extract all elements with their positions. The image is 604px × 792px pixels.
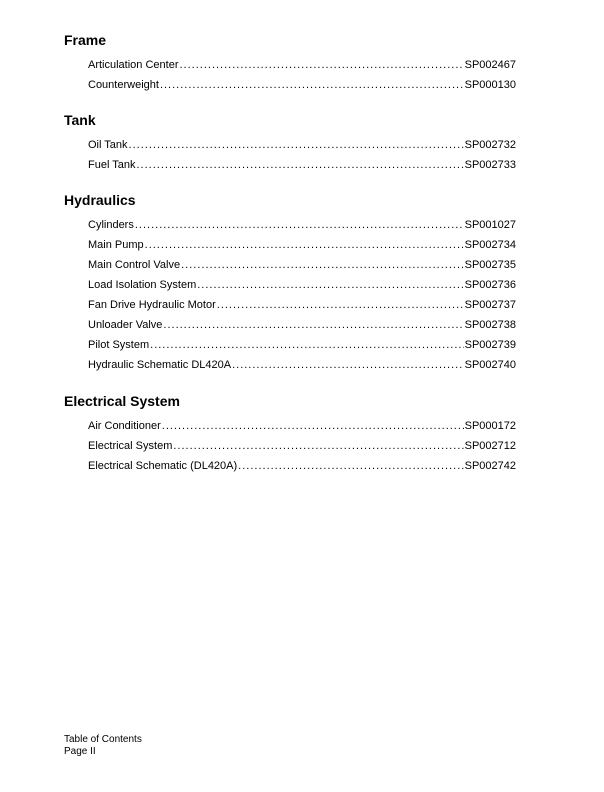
entry-title: Pilot System: [88, 339, 150, 351]
toc-entry[interactable]: [88, 456, 516, 476]
entry-title: Counterweight: [88, 79, 159, 91]
toc-entry[interactable]: [88, 255, 516, 275]
dot-leader: [181, 255, 463, 275]
footer-doc-title: Table of Contents: [64, 734, 142, 745]
toc-entry[interactable]: [88, 155, 516, 175]
entry-title: Load Isolation System: [88, 279, 197, 291]
section-title: Tank: [64, 112, 96, 128]
dot-leader: [163, 315, 463, 335]
entry-title: Electrical Schematic (DL420A): [88, 460, 238, 472]
toc-entry[interactable]: [88, 335, 516, 355]
dot-leader: [217, 295, 464, 315]
toc-section-hydraulics: [64, 191, 516, 375]
toc-entry[interactable]: [88, 215, 516, 235]
entry-title: Main Control Valve: [88, 259, 181, 271]
toc-entry[interactable]: [88, 275, 516, 295]
entry-code: SP002732: [464, 139, 516, 151]
toc-page: [64, 31, 516, 495]
toc-entry[interactable]: [88, 315, 516, 335]
dot-leader: [145, 235, 464, 255]
entry-list: [88, 416, 516, 476]
entry-code: SP002733: [464, 159, 516, 171]
entry-title: Hydraulic Schematic DL420A: [88, 359, 232, 371]
toc-entry[interactable]: [88, 416, 516, 436]
entry-code: SP002739: [464, 339, 516, 351]
dot-leader: [180, 55, 464, 75]
entry-code: SP002738: [464, 319, 516, 331]
dot-leader: [173, 436, 463, 456]
section-title: Electrical System: [64, 393, 180, 409]
dot-leader: [137, 155, 464, 175]
toc-entry[interactable]: [88, 135, 516, 155]
toc-entry[interactable]: [88, 295, 516, 315]
entry-code: SP002735: [464, 259, 516, 271]
entry-code: SP002737: [464, 299, 516, 311]
entry-code: SP002742: [464, 460, 516, 472]
toc-section-frame: [64, 31, 516, 95]
dot-leader: [197, 275, 463, 295]
footer-page-number: Page II: [64, 746, 96, 757]
entry-code: SP000130: [464, 79, 516, 91]
entry-title: Cylinders: [88, 219, 134, 231]
toc-entry[interactable]: [88, 55, 516, 75]
page-footer: [64, 734, 142, 758]
entry-title: Air Conditioner: [88, 420, 161, 432]
entry-list: [88, 135, 516, 175]
section-title: Hydraulics: [64, 192, 136, 208]
toc-entry[interactable]: [88, 355, 516, 375]
dot-leader: [160, 75, 464, 95]
entry-title: Unloader Valve: [88, 319, 163, 331]
toc-section-tank: [64, 111, 516, 175]
dot-leader: [238, 456, 463, 476]
section-title: Frame: [64, 32, 107, 48]
entry-title: Electrical System: [88, 440, 173, 452]
dot-leader: [135, 215, 464, 235]
dot-leader: [232, 355, 464, 375]
toc-entry[interactable]: [88, 75, 516, 95]
dot-leader: [150, 335, 463, 355]
entry-code: SP002734: [464, 239, 516, 251]
entry-title: Fuel Tank: [88, 159, 136, 171]
entry-title: Oil Tank: [88, 139, 128, 151]
entry-title: Fan Drive Hydraulic Motor: [88, 299, 216, 311]
entry-title: Main Pump: [88, 239, 144, 251]
entry-code: SP000172: [464, 420, 516, 432]
dot-leader: [162, 416, 464, 436]
entry-code: SP002736: [464, 279, 516, 291]
entry-code: SP002467: [464, 59, 516, 71]
toc-entry[interactable]: [88, 235, 516, 255]
toc-section-electrical-system: [64, 392, 516, 476]
entry-code: SP002740: [464, 359, 516, 371]
entry-title: Articulation Center: [88, 59, 179, 71]
dot-leader: [129, 135, 464, 155]
entry-list: [88, 215, 516, 375]
entry-code: SP002712: [464, 440, 516, 452]
toc-entry[interactable]: [88, 436, 516, 456]
entry-code: SP001027: [464, 219, 516, 231]
entry-list: [88, 55, 516, 95]
